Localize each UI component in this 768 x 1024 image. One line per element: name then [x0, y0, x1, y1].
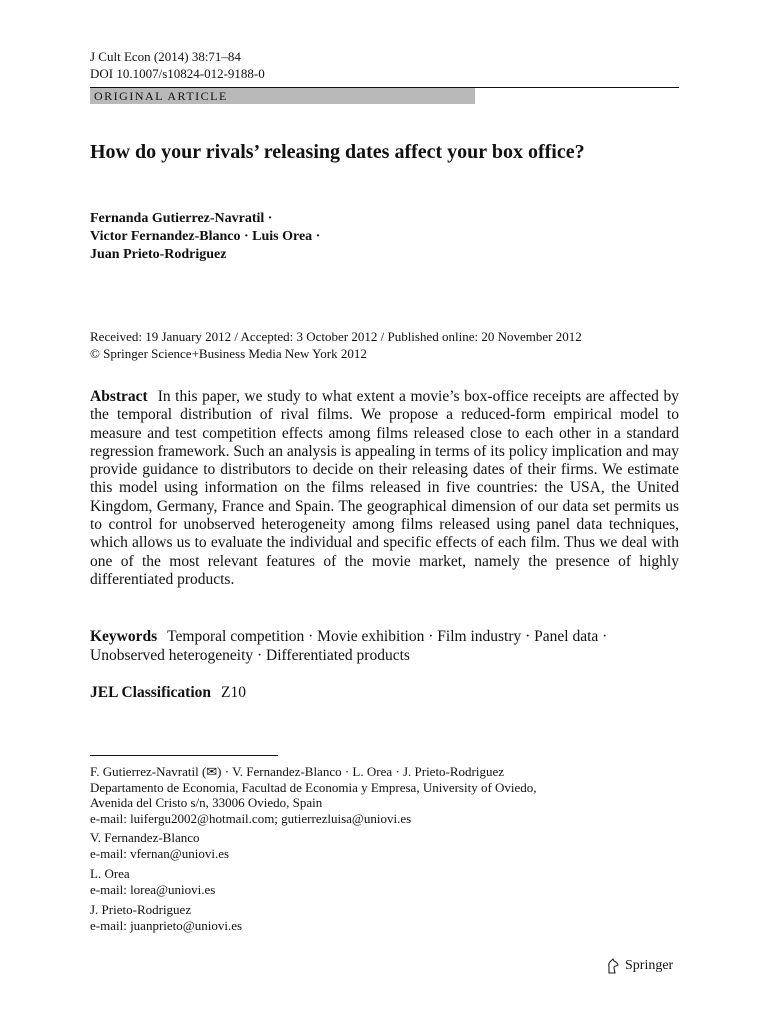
copyright: © Springer Science+Business Media New York 2012	[90, 346, 367, 361]
authors-line: Fernanda Gutierrez-Navratil ·	[90, 211, 273, 226]
footnote-rule	[90, 755, 278, 756]
springer-horse-icon	[606, 958, 620, 974]
publication-dates	[90, 328, 582, 362]
affiliation-line: J. Prieto-Rodriguez	[90, 902, 192, 917]
journal-citation: J Cult Econ (2014) 38:71–84	[90, 49, 241, 64]
keywords-text: Temporal competition · Movie exhibition · Film industry · Panel data · Unobserved heterogeneity · Differentiated products	[90, 628, 608, 664]
jel-classification	[90, 683, 246, 702]
doi: DOI 10.1007/s10824-012-9188-0	[90, 66, 265, 81]
journal-citation-block	[90, 48, 265, 82]
publisher-logo	[606, 958, 673, 974]
affiliation-block	[90, 830, 229, 861]
abstract	[90, 388, 679, 589]
paper-title: How do your rivals’ releasing dates affect your box office?	[90, 141, 585, 163]
affiliation-block	[90, 902, 242, 933]
affiliation-block	[90, 866, 215, 897]
authors	[90, 210, 320, 264]
jel-label: JEL Classification	[90, 684, 212, 701]
article-type-label: ORIGINAL ARTICLE	[90, 88, 475, 104]
publisher-name: Springer	[625, 958, 674, 973]
keywords-label: Keywords	[90, 628, 158, 645]
affiliation-line: Departamento de Economia, Facultad de Economia y Empresa, University of Oviedo,	[90, 779, 537, 795]
affiliation-block	[90, 764, 537, 826]
jel-value: Z10	[221, 684, 246, 701]
authors-line: Victor Fernandez-Blanco · Luis Orea ·	[90, 229, 321, 244]
authors-line: Juan Prieto-Rodriguez	[90, 247, 227, 262]
article-type-bar	[90, 87, 679, 104]
affiliation-email: e-mail: luifergu2002@hotmail.com; gutierrezluisa@uniovi.es	[90, 810, 412, 826]
affiliation-line: F. Gutierrez-Navratil (✉) · V. Fernandez-Blanco · L. Orea · J. Prieto-Rodriguez	[90, 764, 505, 779]
abstract-text: In this paper, we study to what extent a movie’s box-office receipts are affected by the temporal distribution of rival films. We propose a reduced-form empirical model to measure and test competition effects among films released close to each other in a standard regression framework. Such an analysis is appealing in terms of its policy implication and may provide guidance to distributors to decide on their releasing dates of their firms. We estimate this model using information on the films released in five countries: the USA, the United Kingdom, Germany, France and Spain. The geographical dimension of our data set permits us to control for unobserved heterogeneity among films released using panel data techniques, which allows us to evaluate the individual and specific effects of each film. Thus we deal with one of the most relevant features of the movie market, namely the presence of highly differentiated products.	[90, 388, 679, 588]
abstract-label: Abstract	[90, 388, 148, 405]
affiliation-email: e-mail: lorea@uniovi.es	[90, 881, 216, 897]
affiliation-line: Avenida del Cristo s/n, 33006 Oviedo, Spain	[90, 795, 323, 810]
keywords	[90, 627, 679, 665]
affiliation-email: e-mail: vfernan@uniovi.es	[90, 845, 230, 861]
affiliation-email: e-mail: juanprieto@uniovi.es	[90, 917, 243, 933]
affiliation-line: L. Orea	[90, 866, 130, 881]
affiliation-line: V. Fernandez-Blanco	[90, 830, 200, 845]
received-accepted-published: Received: 19 January 2012 / Accepted: 3 October 2012 / Published online: 20 November 2012	[90, 329, 582, 344]
